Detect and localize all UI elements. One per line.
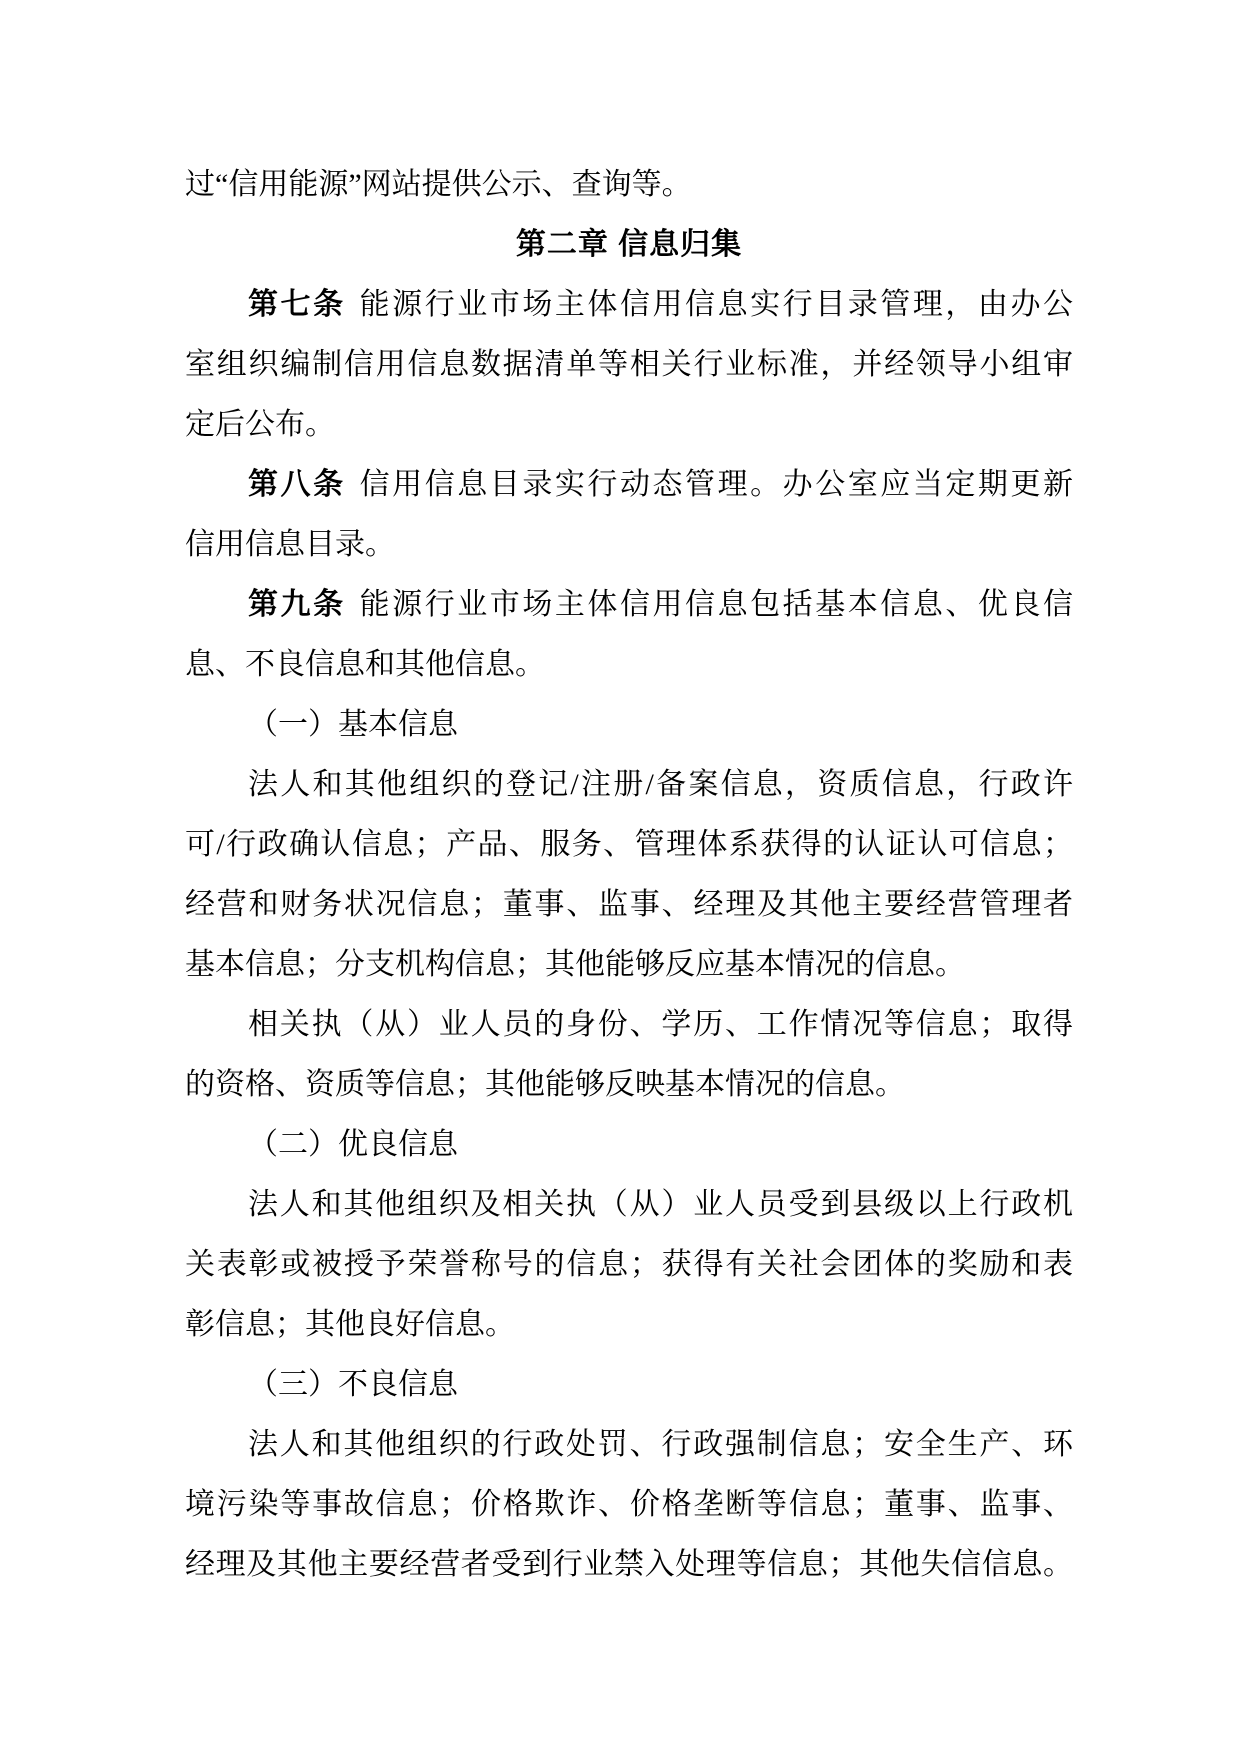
text-line: 信用信息目录实行动态管理。办公室应当定期更新 bbox=[359, 468, 1073, 501]
article-9-line bbox=[185, 575, 1073, 635]
text-line: 定后公布。 bbox=[185, 408, 335, 441]
text-line: 可/行政确认信息；产品、服务、管理体系获得的认证认可信息； bbox=[185, 828, 1073, 861]
text-line: 法人和其他组织及相关执（从）业人员受到县级以上行政机 bbox=[248, 1188, 1073, 1221]
text-line: 境污染等事故信息；价格欺诈、价格垄断等信息；董事、监事、 bbox=[185, 1488, 1073, 1521]
text-line: 能源行业市场主体信用信息包括基本信息、优良信 bbox=[359, 588, 1073, 621]
text-line: 的资格、资质等信息；其他能够反映基本情况的信息。 bbox=[185, 1068, 905, 1101]
article-number: 第八条 bbox=[248, 468, 346, 501]
text-line: 关表彰或被授予荣誉称号的信息；获得有关社会团体的奖励和表 bbox=[185, 1248, 1073, 1281]
text-line: 相关执（从）业人员的身份、学历、工作情况等信息；取得 bbox=[248, 1008, 1073, 1041]
text-block bbox=[185, 155, 1073, 1595]
item-heading-1: （一）基本信息 bbox=[248, 708, 458, 741]
text-line: 经营和财务状况信息；董事、监事、经理及其他主要经营管理者 bbox=[185, 888, 1073, 921]
text-line: 室组织编制信用信息数据清单等相关行业标准，并经领导小组审 bbox=[185, 348, 1073, 381]
text-line: 法人和其他组织的登记/注册/备案信息，资质信息，行政许 bbox=[248, 768, 1073, 801]
article-number: 第七条 bbox=[248, 288, 346, 321]
article-7-line bbox=[185, 275, 1073, 335]
text-line: 信用信息目录。 bbox=[185, 528, 395, 561]
text-line: 法人和其他组织的行政处罚、行政强制信息；安全生产、环 bbox=[248, 1428, 1073, 1461]
chapter-heading: 第二章 信息归集 bbox=[515, 228, 743, 261]
item-heading-2: （二）优良信息 bbox=[248, 1128, 458, 1161]
article-8-line bbox=[185, 455, 1073, 515]
text-line: 能源行业市场主体信用信息实行目录管理，由办公 bbox=[359, 288, 1073, 321]
text-line: 息、不良信息和其他信息。 bbox=[185, 648, 545, 681]
item-heading-3: （三）不良信息 bbox=[248, 1368, 458, 1401]
text-line: 经理及其他主要经营者受到行业禁入处理等信息；其他失信信息。 bbox=[185, 1548, 1073, 1581]
text-line: 过“信用能源”网站提供公示、查询等。 bbox=[185, 168, 692, 201]
text-line: 基本信息；分支机构信息；其他能够反应基本情况的信息。 bbox=[185, 948, 965, 981]
text-line: 彰信息；其他良好信息。 bbox=[185, 1308, 515, 1341]
article-number: 第九条 bbox=[248, 588, 346, 621]
